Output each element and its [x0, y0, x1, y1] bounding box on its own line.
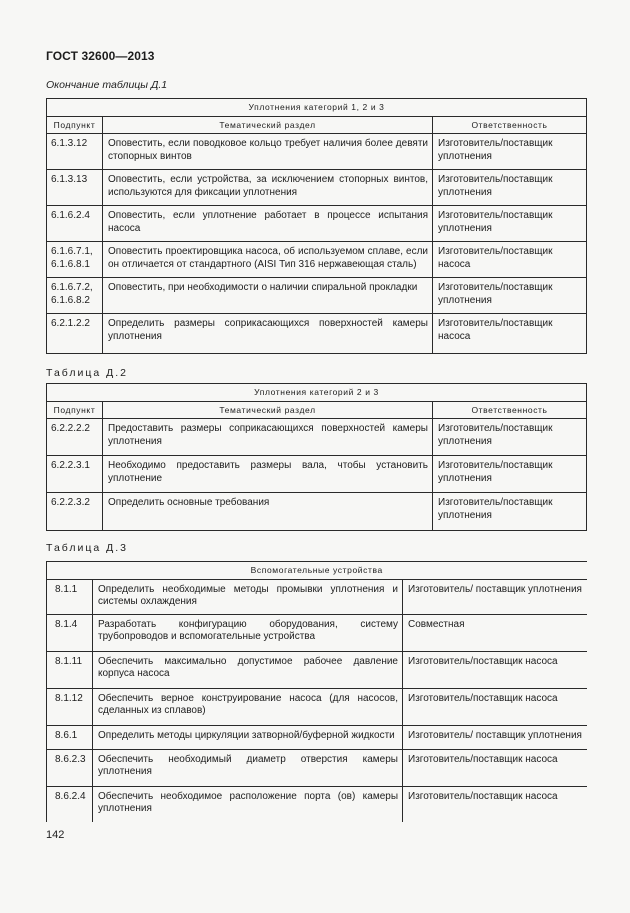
clause-number: 6.2.1.2.2 [47, 314, 103, 354]
topic-cell: Оповестить, если поводковое кольцо требует наличия более девяти стопорных винтов [103, 134, 433, 170]
table-row [47, 242, 587, 278]
topic-cell: Оповестить, при необходимости о наличии спиральной прокладки [103, 278, 433, 314]
topic-cell: Определить основные требования [103, 493, 433, 531]
table-row [47, 614, 587, 651]
table-group-header: Вспомогательные устройства [47, 562, 587, 580]
table-continuation-title: Окончание таблицы Д.1 [46, 79, 168, 91]
responsibility-cell: Изготовитель/ поставщик уплотнения [403, 579, 587, 614]
clause-number: 6.2.2.3.1 [47, 456, 103, 493]
topic-cell: Оповестить, если уплотнение работает в процессе испытания насоса [103, 206, 433, 242]
table-row [47, 579, 587, 614]
responsibility-cell: Изготовитель/поставщик уплотнения [433, 493, 587, 531]
table-row [47, 170, 587, 206]
table-row [47, 206, 587, 242]
clause-number: 6.1.6.2.4 [47, 206, 103, 242]
topic-cell: Определить методы циркуляции затворной/буферной жидкости [93, 725, 403, 749]
table-d3-caption: Таблица Д.3 [46, 542, 128, 554]
responsibility-cell: Изготовитель/поставщик уплотнения [433, 134, 587, 170]
table-row [47, 786, 587, 822]
document-code: ГОСТ 32600—2013 [46, 49, 155, 63]
table-group-header: Уплотнения категорий 2 и 3 [47, 384, 587, 402]
table-row [47, 456, 587, 493]
column-header: Подпункт [47, 116, 103, 134]
table-row [47, 419, 587, 456]
clause-number: 6.1.6.7.1, 6.1.6.8.1 [47, 242, 103, 278]
table-d3 [46, 561, 587, 822]
responsibility-cell: Изготовитель/поставщик уплотнения [433, 419, 587, 456]
column-header: Подпункт [47, 401, 103, 419]
table-d2-caption: Таблица Д.2 [46, 367, 128, 379]
table-row [47, 749, 587, 786]
table-row [47, 725, 587, 749]
table-row [47, 688, 587, 725]
responsibility-cell: Изготовитель/поставщик насоса [403, 651, 587, 688]
table-row [47, 314, 587, 354]
topic-cell: Определить необходимые методы промывки уплотнения и системы охлаждения [93, 579, 403, 614]
clause-number: 6.2.2.2.2 [47, 419, 103, 456]
table-row [47, 651, 587, 688]
responsibility-cell: Изготовитель/поставщик уплотнения [433, 206, 587, 242]
column-header: Тематический раздел [103, 116, 433, 134]
clause-number: 8.6.2.3 [47, 749, 93, 786]
clause-number: 6.1.3.13 [47, 170, 103, 206]
column-header: Ответственность [433, 401, 587, 419]
table-d2 [46, 383, 587, 531]
responsibility-cell: Изготовитель/ поставщик уплотнения [403, 725, 587, 749]
table-d1 [46, 98, 587, 354]
topic-cell: Обеспечить максимально допустимое рабочее давление корпуса насоса [93, 651, 403, 688]
table-row [47, 134, 587, 170]
responsibility-cell: Совместная [403, 614, 587, 651]
topic-cell: Предоставить размеры соприкасающихся поверхностей камеры уплотнения [103, 419, 433, 456]
clause-number: 8.6.2.4 [47, 786, 93, 822]
topic-cell: Оповестить проектировщика насоса, об используемом сплаве, если он отличается от стандартного (AISI Тип 316 нержавеющая сталь) [103, 242, 433, 278]
topic-cell: Необходимо предоставить размеры вала, чтобы установить уплотнение [103, 456, 433, 493]
clause-number: 8.6.1 [47, 725, 93, 749]
responsibility-cell: Изготовитель/поставщик насоса [403, 688, 587, 725]
responsibility-cell: Изготовитель/поставщик насоса [408, 790, 558, 802]
responsibility-cell: Изготовитель/поставщик уплотнения [433, 278, 587, 314]
column-header: Ответственность [433, 116, 587, 134]
responsibility-cell: Изготовитель/поставщик насоса [433, 242, 587, 278]
clause-number: 6.2.2.3.2 [47, 493, 103, 531]
table-row [47, 278, 587, 314]
page-number: 142 [46, 829, 65, 841]
topic-cell: Обеспечить необходимый диаметр отверстия камеры уплотнения [93, 749, 403, 786]
responsibility-cell: Изготовитель/поставщик насоса [403, 749, 587, 786]
responsibility-cell: Изготовитель/поставщик насоса [433, 314, 587, 354]
responsibility-cell: Изготовитель/поставщик уплотнения [433, 170, 587, 206]
clause-number: 8.1.4 [47, 614, 93, 651]
clause-number: 8.1.1 [47, 579, 93, 614]
clause-number: 8.1.12 [47, 688, 93, 725]
clause-number: 6.1.6.7.2, 6.1.6.8.2 [47, 278, 103, 314]
clause-number: 6.1.3.12 [47, 134, 103, 170]
topic-cell: Обеспечить необходимое расположение порта (ов) камеры уплотнения [93, 786, 403, 822]
topic-cell: Обеспечить верное конструирование насоса (для насосов, сделанных из сплавов) [93, 688, 403, 725]
clause-number: 8.1.11 [47, 651, 93, 688]
topic-cell: Разработать конфигурацию оборудования, систему трубопроводов и вспомогательные устройства [93, 614, 403, 651]
topic-cell: Оповестить, если устройства, за исключением стопорных винтов, используются для фиксации уплотнения [103, 170, 433, 206]
column-header: Тематический раздел [103, 401, 433, 419]
table-group-header: Уплотнения категорий 1, 2 и 3 [47, 99, 587, 117]
table-row [47, 493, 587, 531]
topic-cell: Определить размеры соприкасающихся поверхностей камеры уплотнения [103, 314, 433, 354]
responsibility-cell: Изготовитель/поставщик уплотнения [433, 456, 587, 493]
